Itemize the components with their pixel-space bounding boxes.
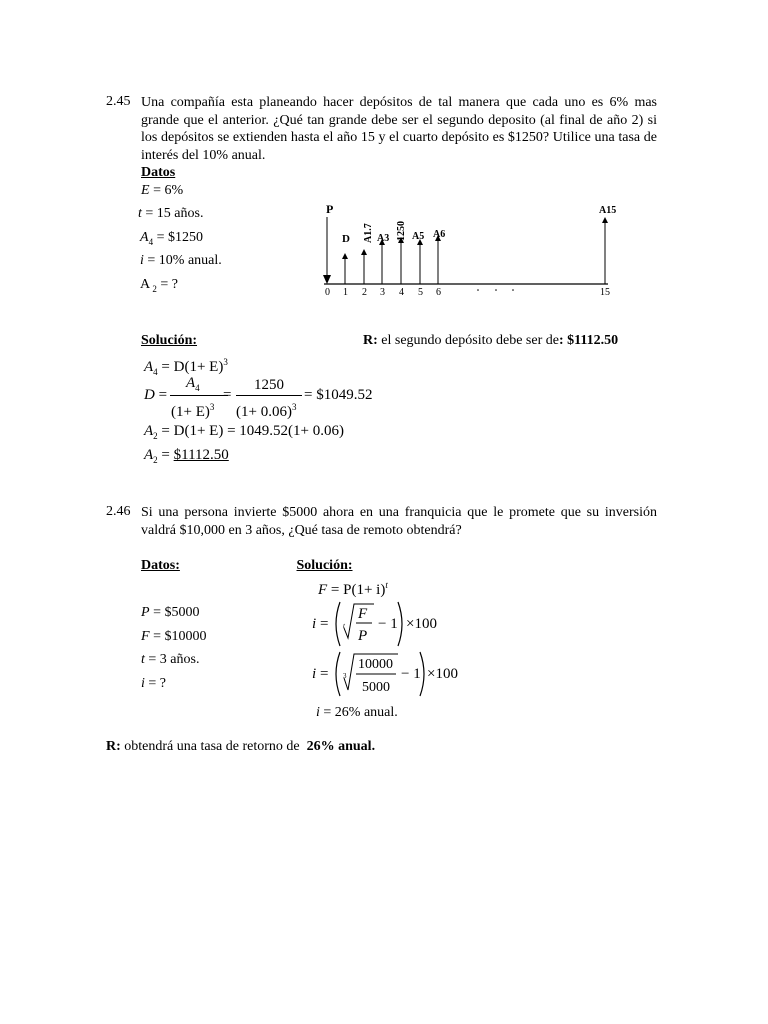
dato-e-value: = 6% (153, 183, 184, 198)
dato-t-value: = 15 años. (145, 206, 204, 221)
axis-labels (325, 287, 610, 298)
dato-a4-value: = $1250 (156, 230, 203, 245)
step-a4-rhs: = D(1+ E) (161, 359, 224, 375)
axis-3: 3 (380, 287, 385, 298)
label-a15: A15 (599, 205, 617, 216)
label-d: D (342, 233, 350, 245)
problem-number: 2.45 (106, 94, 131, 109)
num-10000: 10000 (358, 657, 393, 672)
result-line (363, 332, 618, 350)
final-value: $1112.50 (173, 447, 229, 463)
formula-f: $F = P(1+ i)^t$ (318, 580, 388, 598)
step-a2-result: $A_2$ = $1112.50 (144, 447, 229, 465)
step-a2-equation: $A_2 = D(1+ E) = 1049.52(1+ 0.06)$ (144, 423, 344, 441)
label-1250: 1250 (396, 221, 407, 241)
svg-text:=: = (320, 666, 329, 682)
svg-text:P: P (358, 628, 368, 644)
result-i-246: i = 26% anual. (316, 705, 398, 720)
step-a4-equation: $A_4 = D(1+ E)^3$ (144, 357, 228, 377)
d-result: = $1049.52 (304, 387, 373, 403)
axis-2: 2 (362, 287, 367, 298)
svg-text:F: F (358, 606, 368, 622)
dato-t-246: t = 3 años. (141, 652, 200, 667)
dato-f-246: F = $10000 (141, 629, 207, 644)
dato-e: E = 6% (141, 183, 184, 198)
solucion-heading-246: Solución: (296, 558, 353, 573)
dato-p-246: P = $5000 (141, 605, 200, 620)
axis-15: 15 (600, 287, 610, 298)
dato-i-value: = 10% anual. (147, 253, 222, 268)
step-d-lhs: D = (144, 387, 168, 403)
axis-4: 4 (399, 287, 404, 298)
result-value: : $1112.50 (558, 333, 619, 348)
dato-a2-value: = ? (160, 277, 178, 292)
label-a1: A1.7 (363, 223, 374, 243)
label-a6: A6 (433, 229, 446, 240)
problem-statement-246: Si una persona invierte $5000 ahora en una franquicia que le promete que su inversión valdrá $10,000 en 3 años, ¿Qué tasa de remoto obtendrá? (141, 505, 657, 538)
r-text-246: obtendrá una tasa de retorno de (124, 739, 300, 754)
axis-6: 6 (436, 287, 441, 298)
problem-number-246: 2.46 (106, 504, 131, 519)
num-5000: 5000 (362, 680, 390, 695)
label-a5: A5 (412, 231, 425, 242)
label-p: P (326, 202, 334, 216)
frac1-num: $A_4$ (186, 375, 200, 393)
formula-suffix-1: ×100 (406, 616, 437, 632)
frac1-bar (170, 395, 228, 396)
svg-text:i: i (312, 666, 317, 682)
svg-text:− 1: − 1 (401, 666, 421, 682)
deposit-arrows (345, 221, 605, 284)
final-answer-246 (106, 738, 375, 756)
dato-t: t = 15 años. (138, 206, 204, 221)
dato-a2: A $_2$ = ? (140, 277, 178, 294)
frac1-den: $(1+ E)^3$ (171, 402, 215, 420)
step-a2-rhs: = D(1+ E) = 1049.52(1+ 0.06) (161, 423, 344, 439)
dato-i: i = 10% anual. (140, 253, 222, 268)
axis-0: 0 (325, 287, 330, 298)
axis-5: 5 (418, 287, 423, 298)
datos-heading: Datos (141, 165, 176, 180)
frac2-num: 1250 (254, 377, 284, 393)
solucion-heading: Solución: (141, 333, 198, 348)
dato-i-246: i = ? (141, 676, 166, 691)
datos-heading-246: Datos: (141, 558, 180, 573)
svg-text:t: t (343, 622, 345, 630)
equals-1: = (223, 387, 232, 403)
dato-a4: $A_4$ = $1250 (140, 230, 203, 247)
frac2-bar (236, 395, 302, 396)
label-a3: A3 (377, 233, 390, 244)
axis-1: 1 (343, 287, 348, 298)
r-label-246: R: (106, 739, 121, 754)
r-value-246: 26% anual. (306, 739, 376, 754)
result-label: R: (363, 333, 378, 348)
cash-flow-diagram (310, 195, 620, 300)
formula-i-numeric (310, 648, 480, 704)
formula-i-symbolic (310, 596, 470, 652)
svg-text:3: 3 (343, 672, 347, 680)
formula-suffix-2: ×100 (427, 666, 458, 682)
result-text: el segundo depósito debe ser de (381, 333, 559, 348)
svg-text:=: = (320, 616, 329, 632)
svg-text:− 1: − 1 (378, 616, 398, 632)
frac2-den: $(1+ 0.06)^3$ (236, 402, 297, 420)
problem-statement: Una compañía esta planeando hacer depósitos de tal manera que cada uno es 6% mas grande que el anterior. ¿Qué tan grande debe ser el segundo deposito (al final de año 2) si los depósitos se extienden hasta el año 15 y el cuarto depósito es $1250? Utilice una tasa de interés del 10% anual. (141, 95, 657, 163)
svg-text:i: i (312, 616, 317, 632)
